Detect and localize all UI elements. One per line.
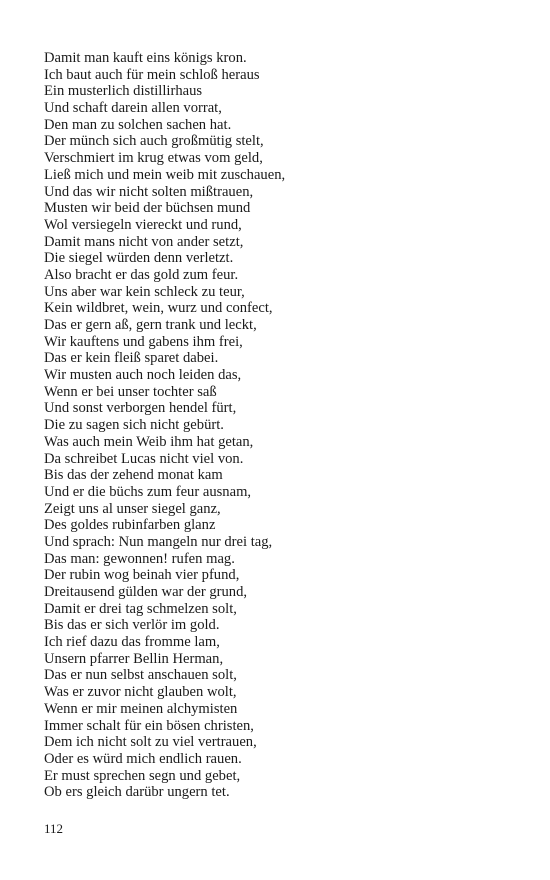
poem-line: Und er die büchs zum feur ausnam, — [44, 483, 252, 500]
poem-line: Was er zuvor nicht glauben wolt, — [44, 684, 237, 701]
poem-line: Unsern pfarrer Bellin Herman, — [44, 650, 224, 667]
poem-line: Immer schalt für ein bösen christen, — [44, 717, 254, 734]
poem-line: Kein wildbret, wein, wurz und confect, — [44, 300, 273, 317]
poem-line: Er must sprechen segn und gebet, — [44, 767, 241, 784]
poem-line: Was auch mein Weib ihm hat getan, — [44, 433, 254, 450]
poem-line: Also bracht er das gold zum feur. — [44, 266, 239, 283]
poem-line: Ich baut auch für mein schloß heraus — [44, 66, 260, 83]
poem-line: Bis das der zehend monat kam — [44, 467, 223, 484]
poem-line: Ein musterlich distillirhaus — [44, 83, 203, 100]
poem-line: Ließ mich und mein weib mit zuschauen, — [44, 166, 286, 183]
poem-line: Die siegel würden denn verletzt. — [44, 250, 234, 267]
poem-line: Wenn er bei unser tochter saß — [44, 383, 217, 400]
poem-line: Uns aber war kein schleck zu teur, — [44, 283, 245, 300]
poem-line: Wir kauftens und gabens ihm frei, — [44, 333, 243, 350]
poem-line: Und das wir nicht solten mißtrauen, — [44, 183, 254, 200]
poem-line: Da schreibet Lucas nicht viel von. — [44, 450, 244, 467]
poem-line: Damit man kauft eins königs kron. — [44, 50, 247, 66]
poem-line: Und sprach: Nun mangeln nur drei tag, — [44, 533, 273, 550]
poem-line: Oder es würd mich endlich rauen. — [44, 750, 242, 767]
poem-line: Ob ers gleich darübr ungern tet. — [44, 784, 230, 801]
poem-line: Das man: gewonnen! rufen mag. — [44, 550, 235, 567]
poem-line: Und schaft darein allen vorrat, — [44, 100, 222, 117]
poem-line: Wir musten auch noch leiden das, — [44, 367, 242, 384]
poem-line: Dem ich nicht solt zu viel vertrauen, — [44, 734, 257, 751]
poem-line: Die zu sagen sich nicht gebürt. — [44, 417, 224, 434]
page-number: 112 — [44, 821, 64, 836]
poem-line: Musten wir beid der büchsen mund — [44, 200, 251, 217]
poem-line: Wol versiegeln viereckt und rund, — [44, 216, 242, 233]
poem-line: Den man zu solchen sachen hat. — [44, 116, 232, 133]
poem-line: Das er kein fleiß sparet dabei. — [44, 350, 219, 367]
poem-line: Des goldes rubinfarben glanz — [44, 517, 216, 534]
poem-line: Das er gern aß, gern trank und leckt, — [44, 317, 257, 333]
poem-text — [44, 50, 514, 801]
poem-line: Der rubin wog beinah vier pfund, — [44, 567, 240, 584]
poem-line: Bis das er sich verlör im gold. — [44, 617, 220, 634]
poem-line: Das er nun selbst anschauen solt, — [44, 667, 237, 684]
poem-line: Damit er drei tag schmelzen solt, — [44, 600, 237, 617]
poem-line: Damit mans nicht von ander setzt, — [44, 233, 244, 250]
poem-line: Und sonst verborgen hendel fürt, — [44, 400, 237, 417]
poem-line: Zeigt uns al unser siegel ganz, — [44, 500, 221, 517]
poem-line: Verschmiert im krug etwas vom geld, — [44, 150, 263, 167]
poem-line: Der münch sich auch großmütig stelt, — [44, 133, 264, 150]
poem-line: Wenn er mir meinen alchymisten — [44, 700, 238, 717]
poem-line: Dreitausend gülden war der grund, — [44, 584, 248, 600]
poem-line: Ich rief dazu das fromme lam, — [44, 634, 220, 651]
